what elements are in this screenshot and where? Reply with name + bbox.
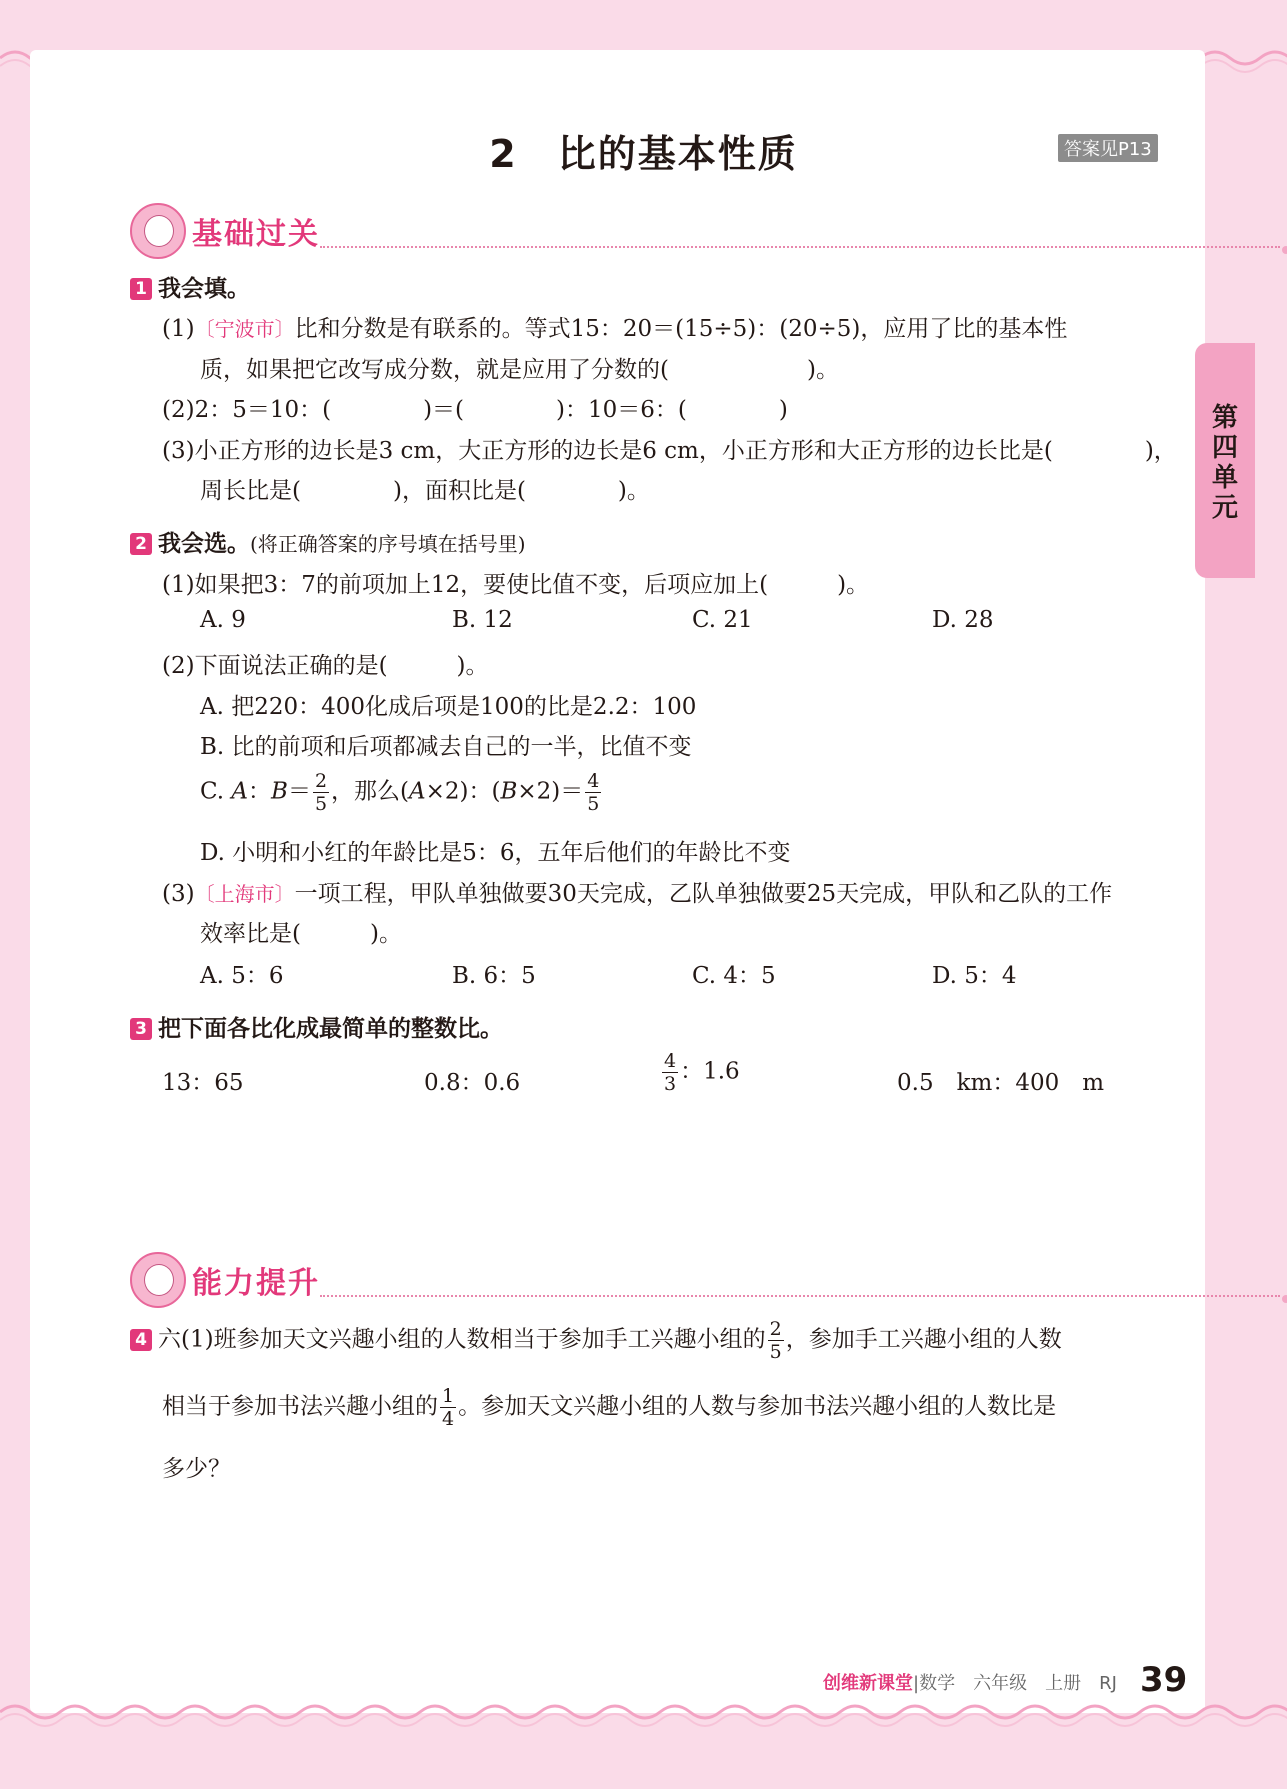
page-title: 2 比的基本性质 xyxy=(489,132,798,176)
q2-part2-option-c: C. A：B＝ $\frac{2}{5}$ ，那么(A×2)：(B×2)＝ $\frac{4}{5}$ xyxy=(200,770,600,815)
q2-part3-option-b: B. 6：5 xyxy=(452,963,536,989)
dots-decoration-icon xyxy=(1280,239,1287,258)
bottom-wave-border xyxy=(0,1698,1287,1738)
section-title-advanced: 能力提升 xyxy=(192,1266,320,1301)
dots-decoration-icon xyxy=(1280,1288,1287,1307)
question-2-note: (将正确答案的序号填在括号里) xyxy=(250,532,526,556)
q2-part3-line1: (3)〔上海市〕一项工程，甲队单独做要30天完成，乙队单独做要25天完成，甲队和乙队的工作 xyxy=(162,881,1113,907)
section-title-basic: 基础过关 xyxy=(192,217,320,252)
question-3-title: 把下面各比化成最简单的整数比。 xyxy=(158,1016,503,1042)
fraction: $\frac{4}{3}$ xyxy=(664,1050,677,1095)
q2-part3-line2: 效率比是( )。 xyxy=(200,921,402,947)
q3-item-2: 0.8：0.6 xyxy=(424,1070,521,1096)
question-3-header xyxy=(130,1010,503,1043)
page-number: 39 xyxy=(1140,1660,1188,1700)
q2-part2-option-b: B. 比的前项和后项都减去自己的一半，比值不变 xyxy=(200,734,692,760)
q2-part3-option-c: C. 4：5 xyxy=(692,963,776,989)
q3-item-3: $\frac{4}{3}$ ：1.6 xyxy=(664,1050,740,1095)
q4-line1: 4 六(1)班参加天文兴趣小组的人数相当于参加手工兴趣小组的 $\frac{2}{5}$ ，参加手工兴趣小组的人数 xyxy=(130,1318,1062,1363)
unit-side-tab-label: 第四单元 xyxy=(1211,403,1238,523)
q3-item-1: 13：65 xyxy=(162,1070,244,1096)
q2-part3-option-d: D. 5：4 xyxy=(932,963,1017,989)
q1-part1-line2: 质，如果把它改写成分数，就是应用了分数的( )。 xyxy=(200,357,839,383)
q4-line3: 多少？ xyxy=(162,1456,231,1482)
q2-part1-option-a: A. 9 xyxy=(200,607,246,633)
q2-part1-option-c: C. 21 xyxy=(692,607,753,633)
region-tag: 〔上海市〕 xyxy=(194,882,295,906)
question-2-header xyxy=(130,525,526,558)
question-number-badge: 2 xyxy=(130,533,152,555)
q1-part1-text: 比和分数是有联系的。等式15：20＝(15÷5)：(20÷5)，应用了比的基本性 xyxy=(294,316,1068,342)
q2-part2-option-d: D. 小明和小红的年龄比是5：6，五年后他们的年龄比不变 xyxy=(200,840,791,866)
q2-part2: (2)下面说法正确的是( )。 xyxy=(162,653,489,679)
q4-line2: 相当于参加书法兴趣小组的 $\frac{1}{4}$ 。参加天文兴趣小组的人数与参加书法兴趣小组的人数比是 xyxy=(162,1385,1057,1430)
q2-part1: (1)如果把3：7的前项加上12，要使比值不变，后项应加上( )。 xyxy=(162,572,870,598)
question-number-badge: 4 xyxy=(130,1329,152,1351)
q2-part3-option-a: A. 5：6 xyxy=(200,963,284,989)
q2-part2-option-a: A. 把220：400化成后项是100的比是2.2：100 xyxy=(200,694,697,720)
q1-part3-line1: (3)小正方形的边长是3 cm，大正方形的边长是6 cm，小正方形和大正方形的边长比是( )， xyxy=(162,438,1177,464)
question-2-title: 我会选。 xyxy=(158,531,250,557)
q1-part3-line2: 周长比是( )，面积比是( )。 xyxy=(200,478,650,504)
fraction: $\frac{4}{5}$ xyxy=(587,770,600,815)
question-number-badge: 3 xyxy=(130,1018,152,1040)
q1-part1-number: (1) xyxy=(162,316,195,342)
footer-info: 创维新课堂|数学 六年级 上册 RJ xyxy=(823,1673,1117,1694)
q1-part1-line1 xyxy=(162,310,1067,343)
footer-brand: 创维新课堂 xyxy=(823,1673,913,1694)
footer-book-info: 数学 六年级 上册 RJ xyxy=(919,1673,1117,1694)
mascot-icon xyxy=(130,1252,186,1308)
mascot-icon xyxy=(130,203,186,259)
fraction: $\frac{1}{4}$ xyxy=(442,1385,455,1430)
unit-side-tab xyxy=(1195,343,1255,578)
q1-part2: (2)2：5＝10：( )＝( )：10＝6：( ) xyxy=(162,397,788,423)
question-1-header xyxy=(130,270,250,303)
q2-part1-option-d: D. 28 xyxy=(932,607,994,633)
fraction: $\frac{2}{5}$ xyxy=(314,770,328,815)
q2-part1-option-b: B. 12 xyxy=(452,607,513,633)
answer-reference-badge: 答案见P13 xyxy=(1058,134,1158,162)
question-1-title: 我会填。 xyxy=(158,276,250,302)
fraction: $\frac{2}{5}$ xyxy=(769,1318,782,1363)
question-number-badge: 1 xyxy=(130,278,152,300)
region-tag: 〔宁波市〕 xyxy=(194,317,295,341)
q3-item-4: 0.5 km：400 m xyxy=(897,1070,1105,1096)
